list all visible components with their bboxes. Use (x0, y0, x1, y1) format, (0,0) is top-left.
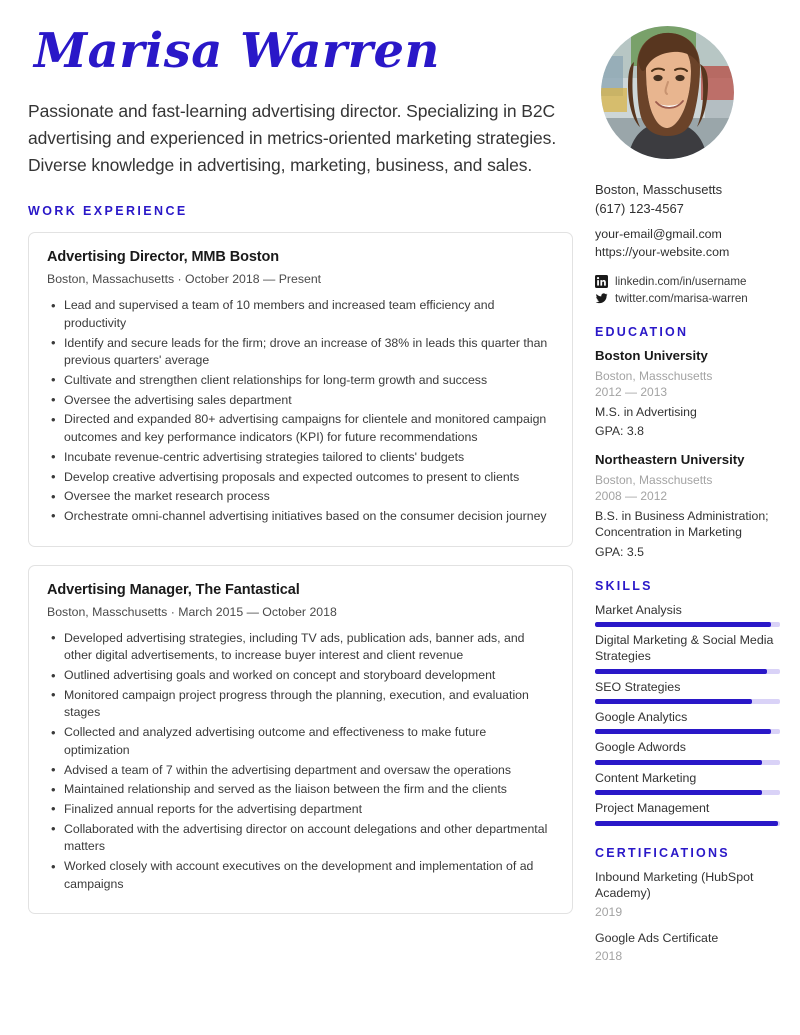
candidate-name: Marisa Warren (34, 23, 440, 79)
skill-bar-fill (595, 669, 767, 674)
job-bullet: • Developed advertising strategies, including TV ads, publication ads, banner ads, and other digital advertisements, to increase buyer interest and client revenue (47, 630, 554, 665)
education-list (595, 348, 780, 558)
skill-bar (595, 760, 780, 765)
skill-item (595, 679, 780, 704)
job-card (28, 232, 573, 546)
job-bullet: • Advised a team of 7 within the advertising department and oversaw the operations (47, 762, 554, 780)
skill-item (595, 800, 780, 825)
job-meta: Boston, Masschusetts · March 2015 — October 2018 (47, 604, 337, 619)
education-heading: EDUCATION (595, 325, 689, 340)
contact-phone: (617) 123-4567 (595, 200, 684, 216)
job-title: Advertising Director, MMB Boston (47, 249, 280, 266)
contact-location: Boston, Masschusetts (595, 182, 723, 197)
job-card (28, 565, 573, 915)
certification-entry (595, 869, 780, 919)
education-location: Boston, Masschusetts (595, 472, 713, 487)
job-bullets (47, 630, 554, 894)
job-bullet: • Cultivate and strengthen client relationships for long-term growth and success (47, 372, 554, 390)
skill-item (595, 709, 780, 734)
avatar (601, 26, 734, 159)
contact-email[interactable]: your-email@gmail.com (595, 226, 722, 241)
education-degree: B.S. in Business Administration; Concentration in Marketing (595, 508, 769, 540)
job-bullet: • Incubate revenue-centric advertising strategies tailored to clients' budgets (47, 449, 554, 467)
job-title: Advertising Manager, The Fantastical (47, 581, 300, 598)
job-bullet: • Monitored campaign project progress through the planning, execution, and evaluation stages (47, 687, 554, 722)
job-bullet: • Maintained relationship and served as the liaison between the firm and the clients (47, 781, 554, 799)
certification-entry (595, 930, 780, 964)
job-bullet: • Collaborated with the advertising director on account delegations and other departmental matters (47, 821, 554, 856)
skill-bar-fill (595, 760, 762, 765)
skill-label: Project Management (595, 801, 710, 816)
job-bullet: • Oversee the advertising sales department (47, 392, 554, 410)
education-school: Northeastern University (595, 452, 745, 468)
skill-label: Digital Marketing & Social Media Strategies (595, 632, 774, 664)
job-bullet: • Outlined advertising goals and worked on concept and storyboard development (47, 667, 554, 685)
twitter-icon (595, 292, 608, 305)
skill-item (595, 632, 780, 674)
linkedin-icon (595, 275, 608, 288)
skill-label: Content Marketing (595, 770, 697, 785)
spacer (595, 261, 780, 271)
education-location: Boston, Masschusetts (595, 368, 713, 383)
skill-bar-fill (595, 790, 762, 795)
job-meta: Boston, Massachusetts · October 2018 — Present (47, 272, 322, 287)
skill-bar (595, 699, 780, 704)
job-bullet: • Worked closely with account executives on the development and implementation of ad campaigns (47, 858, 554, 893)
job-bullet: • Collected and analyzed advertising outcome and effectiveness to make future optimization (47, 724, 554, 759)
skill-label: Google Analytics (595, 710, 688, 725)
certifications-heading: CERTIFICATIONS (595, 845, 730, 860)
work-experience-heading: WORK EXPERIENCE (28, 204, 188, 219)
job-bullet: • Finalized annual reports for the advertising department (47, 801, 554, 819)
skill-label: Market Analysis (595, 602, 682, 617)
skill-bar-fill (595, 821, 778, 826)
social-linkedin-text: linkedin.com/in/username (615, 275, 747, 289)
skills-list (595, 602, 780, 826)
education-entry (595, 348, 780, 438)
skill-bar (595, 622, 780, 627)
education-degree: M.S. in Advertising (595, 404, 697, 419)
certification-name: Inbound Marketing (HubSpot Academy) (595, 869, 754, 901)
sidebar-column (595, 22, 780, 1025)
education-dates: 2012 — 2013 (595, 384, 668, 399)
skill-bar (595, 821, 780, 826)
job-bullet: • Directed and expanded 80+ advertising campaigns for clientele and monitored campaign outcomes and key performance indicators (KPI) for future recommendations (47, 411, 554, 446)
skill-label: SEO Strategies (595, 679, 681, 694)
skill-item (595, 770, 780, 795)
job-bullet: • Oversee the market research process (47, 488, 554, 506)
skill-label: Google Adwords (595, 740, 686, 755)
job-bullet: • Lead and supervised a team of 10 members and increased team efficiency and productivity (47, 297, 554, 332)
certifications-list (595, 869, 780, 964)
education-entry (595, 452, 780, 558)
job-bullet: • Develop creative advertising proposals and expected outcomes to present to clients (47, 469, 554, 487)
education-school: Boston University (595, 348, 708, 364)
social-twitter-text: twitter.com/marisa-warren (615, 292, 748, 306)
job-bullets (47, 297, 554, 525)
skill-item (595, 739, 780, 764)
certification-name: Google Ads Certificate (595, 930, 719, 945)
education-gpa: GPA: 3.5 (595, 544, 644, 559)
skill-bar (595, 669, 780, 674)
skill-bar (595, 790, 780, 795)
skill-bar (595, 729, 780, 734)
social-linkedin[interactable] (595, 275, 780, 288)
certification-year: 2018 (595, 949, 623, 964)
education-gpa: GPA: 3.8 (595, 424, 644, 439)
skill-item (595, 602, 780, 627)
skill-bar-fill (595, 622, 771, 627)
main-column (28, 22, 573, 1025)
contact-website[interactable]: https://your-website.com (595, 245, 730, 260)
social-twitter[interactable] (595, 292, 780, 305)
certification-year: 2019 (595, 904, 623, 919)
professional-summary: Passionate and fast-learning advertising director. Specializing in B2C advertising and experienced in metrics-oriented marketing strategies. Diverse knowledge in advertising, marketing, business, and sales. (28, 101, 557, 175)
job-bullet: • Orchestrate omni-channel advertising initiatives based on the consumer decision journey (47, 508, 554, 526)
education-dates: 2008 — 2012 (595, 488, 668, 503)
job-bullet: • Identify and secure leads for the firm; drove an increase of 38% in leads this quarter than previous quarters' average (47, 335, 554, 370)
skills-heading: SKILLS (595, 578, 653, 593)
work-experience-list (28, 232, 573, 914)
skill-bar-fill (595, 699, 752, 704)
skill-bar-fill (595, 729, 771, 734)
